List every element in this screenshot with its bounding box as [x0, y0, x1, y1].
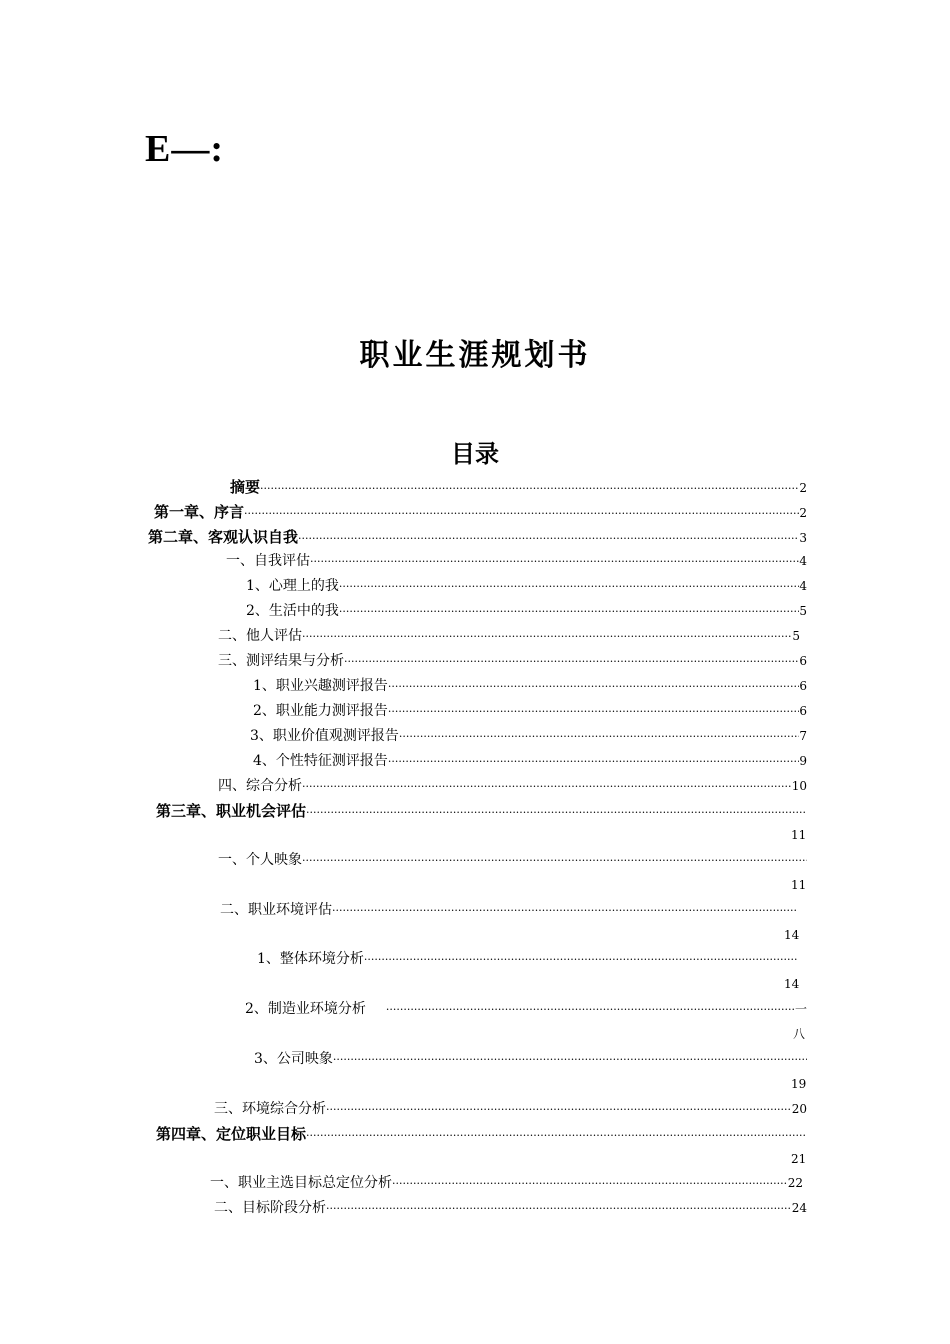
toc-entry-page: 2	[799, 481, 807, 495]
document-title: 职业生涯规划书	[359, 338, 591, 373]
toc-entry-label: 2、制造业环境分析	[245, 1001, 366, 1017]
toc-leader-dots	[364, 949, 798, 971]
toc-leader-dots	[306, 802, 807, 824]
toc-entry-career-environment[interactable]	[220, 899, 798, 921]
toc-entry-label: 四、综合分析	[218, 778, 302, 794]
toc-entry-label: 一、职业主选目标总定位分析	[210, 1175, 392, 1191]
toc-entry-page: 6	[799, 654, 807, 668]
toc-entry-environment-analysis[interactable]	[214, 1098, 807, 1120]
toc-entry-primary-target[interactable]	[210, 1172, 803, 1194]
toc-leader-dots	[339, 576, 799, 598]
toc-leader-dots	[244, 503, 799, 525]
toc-entry-page: 7	[799, 729, 807, 743]
toc-leader-dots	[333, 1049, 807, 1071]
toc-entry-ability-report[interactable]	[253, 700, 807, 722]
toc-entry-comprehensive-analysis[interactable]	[218, 775, 807, 797]
toc-entry-label: 一、个人映象	[218, 852, 302, 868]
toc-leader-dots	[260, 478, 799, 500]
toc-entry-overall-environment[interactable]	[257, 948, 798, 970]
toc-entry-interest-report[interactable]	[253, 675, 807, 697]
toc-entry-company-image[interactable]	[254, 1048, 807, 1070]
toc-entry-page: 9	[799, 754, 807, 768]
toc-entry-test-results[interactable]	[218, 650, 807, 672]
toc-entry-chapter-4[interactable]	[156, 1123, 807, 1145]
toc-entry-page-continued: 八	[793, 1027, 806, 1041]
toc-leader-dots	[392, 1173, 788, 1195]
toc-entry-label: 1、心理上的我	[246, 578, 339, 594]
toc-entry-life-self[interactable]	[246, 600, 807, 622]
toc-entry-page: 3	[799, 531, 807, 545]
toc-entry-stage-analysis[interactable]	[214, 1197, 807, 1219]
toc-heading: 目录	[451, 440, 499, 468]
toc-entry-page: 4	[799, 579, 807, 593]
toc-entry-page: 22	[787, 1176, 803, 1190]
toc-leader-dots	[339, 601, 799, 623]
toc-entry-label: 第四章、定位职业目标	[156, 1125, 307, 1143]
toc-entry-page: 4	[799, 554, 807, 568]
toc-entry-page: 5	[792, 629, 800, 643]
toc-entry-label: 第一章、序言	[154, 503, 245, 521]
toc-entry-page: 14	[784, 977, 800, 991]
toc-entry-psychological-self[interactable]	[246, 575, 807, 597]
toc-entry-label: 第三章、职业机会评估	[156, 802, 307, 820]
toc-leader-dots	[344, 651, 799, 673]
toc-entry-chapter-3[interactable]	[156, 800, 807, 822]
toc-entry-label: 3、职业价值观测评报告	[250, 728, 399, 744]
toc-entry-label: 2、职业能力测评报告	[253, 703, 388, 719]
toc-leader-dots	[302, 850, 807, 872]
toc-leader-dots	[302, 626, 792, 648]
toc-entry-page: 2	[799, 506, 807, 520]
toc-entry-label: 2、生活中的我	[246, 603, 339, 619]
toc-entry-label: 二、职业环境评估	[220, 902, 332, 918]
toc-leader-dots	[332, 900, 798, 922]
toc-entry-values-report[interactable]	[250, 725, 807, 747]
toc-entry-chapter-1[interactable]	[154, 501, 807, 523]
toc-leader-dots	[386, 999, 795, 1021]
toc-entry-label: 1、整体环境分析	[257, 951, 364, 967]
toc-entry-label: 二、目标阶段分析	[214, 1200, 326, 1216]
toc-entry-label: 第二章、客观认识自我	[148, 528, 299, 546]
toc-leader-dots	[399, 726, 799, 748]
toc-leader-dots	[388, 676, 799, 698]
toc-entry-label: 3、公司映象	[254, 1051, 333, 1067]
toc-entry-personality-report[interactable]	[253, 750, 807, 772]
toc-entry-page: 21	[791, 1152, 807, 1166]
toc-entry-page: 5	[799, 604, 807, 618]
toc-leader-dots	[310, 551, 799, 573]
toc-entry-label: 二、他人评估	[218, 628, 302, 644]
toc-entry-others-assessment[interactable]	[218, 625, 800, 647]
toc-entry-self-assessment[interactable]	[226, 550, 807, 572]
toc-entry-page: 6	[799, 704, 807, 718]
toc-entry-page: 一	[794, 1002, 807, 1016]
toc-entry-manufacturing-environment[interactable]	[245, 998, 807, 1020]
toc-entry-label: 4、个性特征测评报告	[253, 753, 388, 769]
toc-entry-label: 三、测评结果与分析	[218, 653, 344, 669]
toc-entry-page: 14	[784, 928, 800, 942]
toc-leader-dots	[388, 751, 799, 773]
toc-leader-dots	[306, 1125, 807, 1147]
corner-label: E—:	[145, 128, 224, 170]
toc-entry-page: 20	[791, 1102, 807, 1116]
toc-entry-page: 19	[791, 1077, 807, 1091]
toc-entry-label: 三、环境综合分析	[214, 1101, 326, 1117]
toc-leader-dots	[326, 1099, 792, 1121]
toc-leader-dots	[388, 701, 799, 723]
toc-entry-label: 一、自我评估	[226, 553, 310, 569]
toc-entry-page: 10	[791, 779, 807, 793]
toc-leader-dots	[298, 528, 799, 550]
toc-entry-page: 11	[791, 878, 807, 892]
toc-entry-page: 11	[791, 828, 807, 842]
toc-entry-personal-image[interactable]	[218, 849, 807, 871]
toc-entry-label: 1、职业兴趣测评报告	[253, 678, 388, 694]
toc-leader-dots	[326, 1198, 792, 1220]
toc-entry-page: 6	[799, 679, 807, 693]
toc-entry-label: 摘要	[230, 478, 261, 496]
toc-entry-chapter-2[interactable]	[148, 526, 807, 548]
toc-entry-abstract[interactable]	[230, 476, 807, 498]
toc-entry-page: 24	[791, 1201, 807, 1215]
toc-leader-dots	[302, 776, 792, 798]
